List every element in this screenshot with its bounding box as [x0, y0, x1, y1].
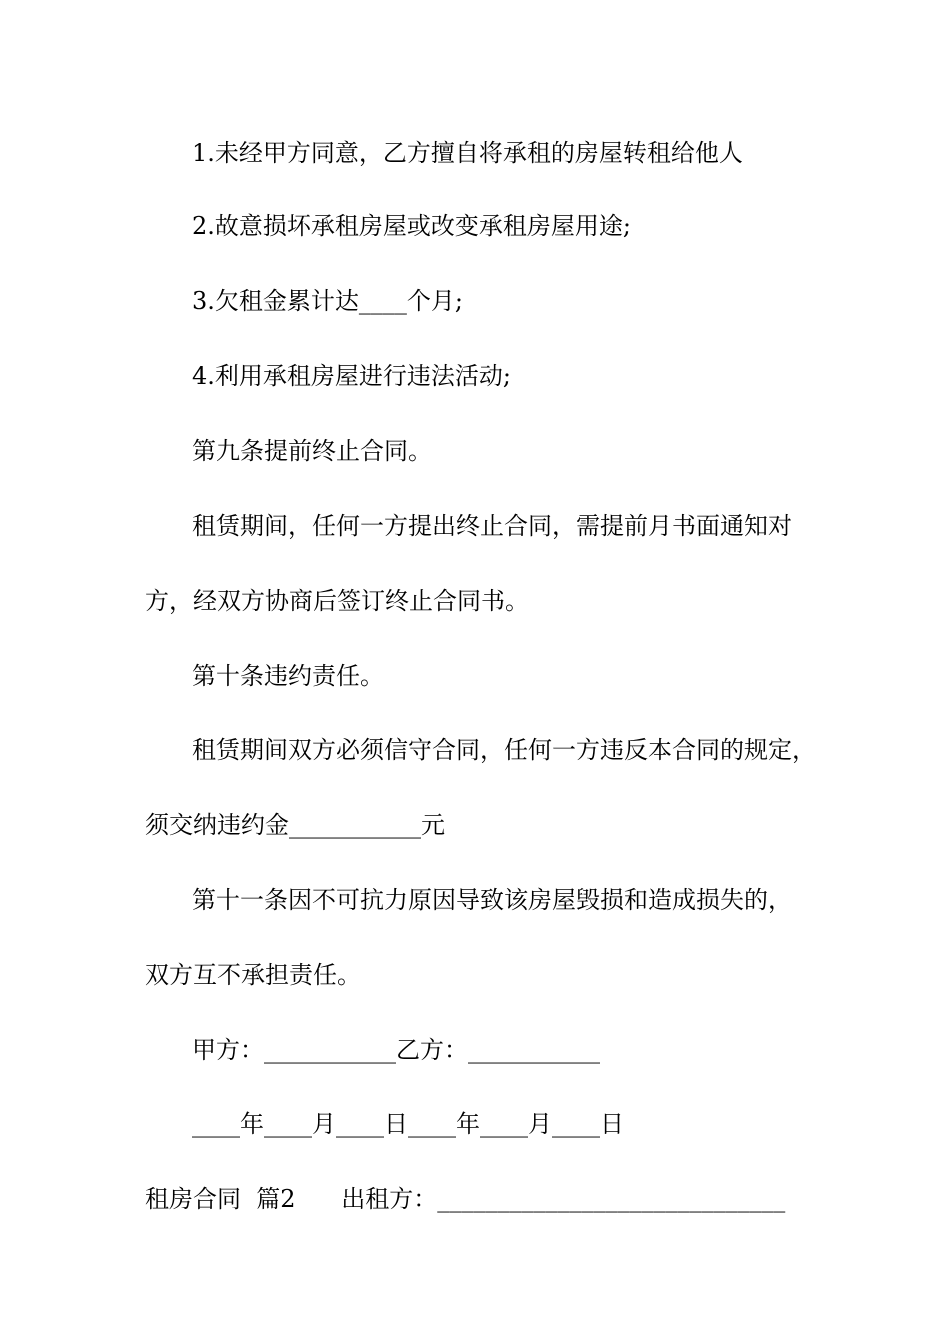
signature-parties: 甲方：___________乙方：___________ — [192, 1036, 600, 1064]
contract-2-heading: 租房合同 篇2 出租方：_____________________________ — [145, 1185, 786, 1213]
article-10-paragraph-line-2: 须交纳违约金___________元 — [145, 811, 445, 839]
signature-dates: ____年____月____日____年____月____日 — [192, 1110, 624, 1138]
clause-item-1: 1.未经甲方同意，乙方擅自将承租的房屋转租给他人 — [192, 139, 743, 167]
article-9-heading: 第九条提前终止合同。 — [192, 437, 432, 465]
article-11-paragraph-line-1: 第十一条因不可抗力原因导致该房屋毁损和造成损失的， — [192, 886, 792, 914]
clause-item-4: 4.利用承租房屋进行违法活动; — [192, 362, 511, 390]
article-9-paragraph-line-2: 方，经双方协商后签订终止合同书。 — [145, 587, 529, 615]
article-10-paragraph-line-1: 租赁期间双方必须信守合同，任何一方违反本合同的规定， — [192, 736, 816, 764]
clause-item-3: 3.欠租金累计达____个月; — [192, 287, 463, 315]
article-10-heading: 第十条违约责任。 — [192, 662, 384, 690]
clause-item-2: 2.故意损坏承租房屋或改变承租房屋用途; — [192, 212, 631, 240]
article-9-paragraph-line-1: 租赁期间，任何一方提出终止合同，需提前月书面通知对 — [192, 512, 792, 540]
article-11-paragraph-line-2: 双方互不承担责任。 — [145, 961, 361, 989]
